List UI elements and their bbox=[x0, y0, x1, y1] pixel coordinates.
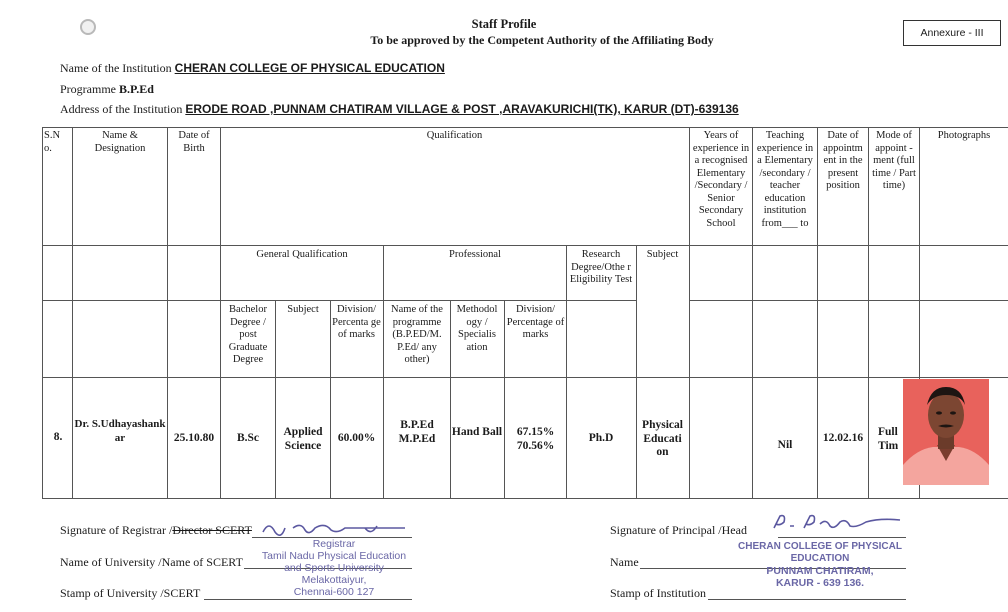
institution-stamp bbox=[722, 541, 918, 589]
row-methodology: Hand Ball bbox=[451, 426, 503, 438]
header-appointment-date: Date of appointm ent in the present position bbox=[823, 130, 863, 191]
annexure-box: Annexure - III bbox=[903, 20, 1001, 46]
inst-stamp-line-3: KARUR - 639 136. bbox=[775, 577, 865, 589]
header-mode: Mode of appoint -ment (full time / Part time) bbox=[872, 130, 916, 191]
header-dob: Date of Birth bbox=[178, 130, 210, 154]
director-scert-label: Director SCERT bbox=[172, 523, 252, 537]
header-programme-name: Name of the programme (B.P.ED/M. P.Ed/ any other) bbox=[391, 304, 443, 365]
address-line bbox=[60, 102, 739, 117]
univ-stamp-line-5: Chennai-600 127 bbox=[293, 586, 375, 598]
header-photographs: Photographs bbox=[937, 130, 991, 141]
principal-signature-label: Signature of Principal /Head bbox=[610, 523, 747, 537]
institution-stamp-label: Stamp of Institution bbox=[610, 586, 706, 600]
header-methodology: Methodol ogy / Specialis ation bbox=[456, 304, 498, 353]
row-bachelor: B.Sc bbox=[236, 432, 260, 444]
institution-name-label: Name of the Institution bbox=[60, 61, 172, 75]
header-name: Name & Designation bbox=[94, 130, 146, 154]
row-gen-division: 60.00% bbox=[337, 432, 376, 444]
header-gen-subject: Subject bbox=[287, 304, 319, 315]
row-research: Ph.D bbox=[588, 432, 614, 444]
institution-name-line bbox=[60, 61, 445, 76]
inst-stamp-line-2: PUNNAM CHATIRAM, bbox=[766, 565, 874, 577]
header-prof-division: Division/ Percentage of marks bbox=[506, 304, 565, 340]
header-general-qualification: General Qualification bbox=[256, 249, 348, 260]
header-qualification: Qualification bbox=[426, 130, 483, 141]
univ-stamp-line-2: Tamil Nadu Physical Education bbox=[261, 550, 407, 562]
programme-line bbox=[60, 82, 154, 97]
address-value: ERODE ROAD ,PUNNAM CHATIRAM VILLAGE & POST ,ARAVAKURICHI(TK), KARUR (DT)-639136 bbox=[185, 102, 739, 116]
header-subject: Subject bbox=[646, 249, 679, 260]
row-programme-name: B.P.Ed M.P.Ed bbox=[398, 419, 436, 445]
university-stamp bbox=[254, 538, 414, 598]
name-label: Name bbox=[610, 555, 639, 569]
row-dob: 25.10.80 bbox=[173, 432, 215, 444]
row-sno: 8. bbox=[53, 431, 63, 443]
univ-stamp-line-4: Melakottaiyur, bbox=[301, 574, 367, 586]
univ-stamp-line-3: and Sports University bbox=[284, 562, 384, 574]
programme-label: Programme bbox=[60, 82, 116, 96]
row-prof-division: 67.15% 70.56% bbox=[516, 426, 555, 452]
inst-stamp-line-1: CHERAN COLLEGE OF PHYSICAL EDUCATION bbox=[738, 541, 902, 564]
address-label: Address of the Institution bbox=[60, 102, 183, 116]
row-appointment-date: 12.02.16 bbox=[822, 432, 864, 444]
header-sno: S.N o. bbox=[44, 130, 61, 154]
institution-name-value: CHERAN COLLEGE OF PHYSICAL EDUCATION bbox=[174, 61, 445, 75]
row-teaching-experience: Nil bbox=[777, 439, 793, 451]
principal-signature-icon bbox=[770, 512, 906, 536]
row-name: Dr. S.Udhayashank ar bbox=[74, 418, 166, 444]
univ-stamp-line-1: Registrar bbox=[312, 538, 356, 550]
page-title: Staff Profile bbox=[471, 17, 537, 31]
row-subject: Physical Educati on bbox=[642, 419, 683, 458]
page-subtitle: To be approved by the Competent Authority of the Affiliating Body bbox=[370, 33, 714, 47]
university-stamp-label: Stamp of University /SCERT bbox=[60, 586, 201, 600]
university-name-label: Name of University /Name of SCERT bbox=[60, 555, 243, 569]
header-research: Research Degree/Othe r Eligibility Test bbox=[569, 249, 633, 285]
row-mode: Full Tim bbox=[878, 426, 899, 452]
row-gen-subject: Applied Science bbox=[283, 426, 323, 452]
programme-value: B.P.Ed bbox=[119, 82, 154, 96]
header-professional: Professional bbox=[449, 249, 501, 260]
registrar-signature-line bbox=[60, 523, 252, 538]
header-bachelor: Bachelor Degree / post Graduate Degree bbox=[228, 304, 268, 365]
header-years-experience: Years of experience in a recognised Elementary /Secondary / Senior Secondary School bbox=[692, 130, 750, 229]
staff-photo bbox=[903, 379, 989, 485]
registrar-label: Signature of Registrar / bbox=[60, 523, 173, 537]
header-teaching-experience: Teaching experience in a Elementary /secondary / teacher education institution from___ to bbox=[756, 130, 814, 229]
header-gen-division: Division/ Percenta ge of marks bbox=[332, 304, 381, 340]
